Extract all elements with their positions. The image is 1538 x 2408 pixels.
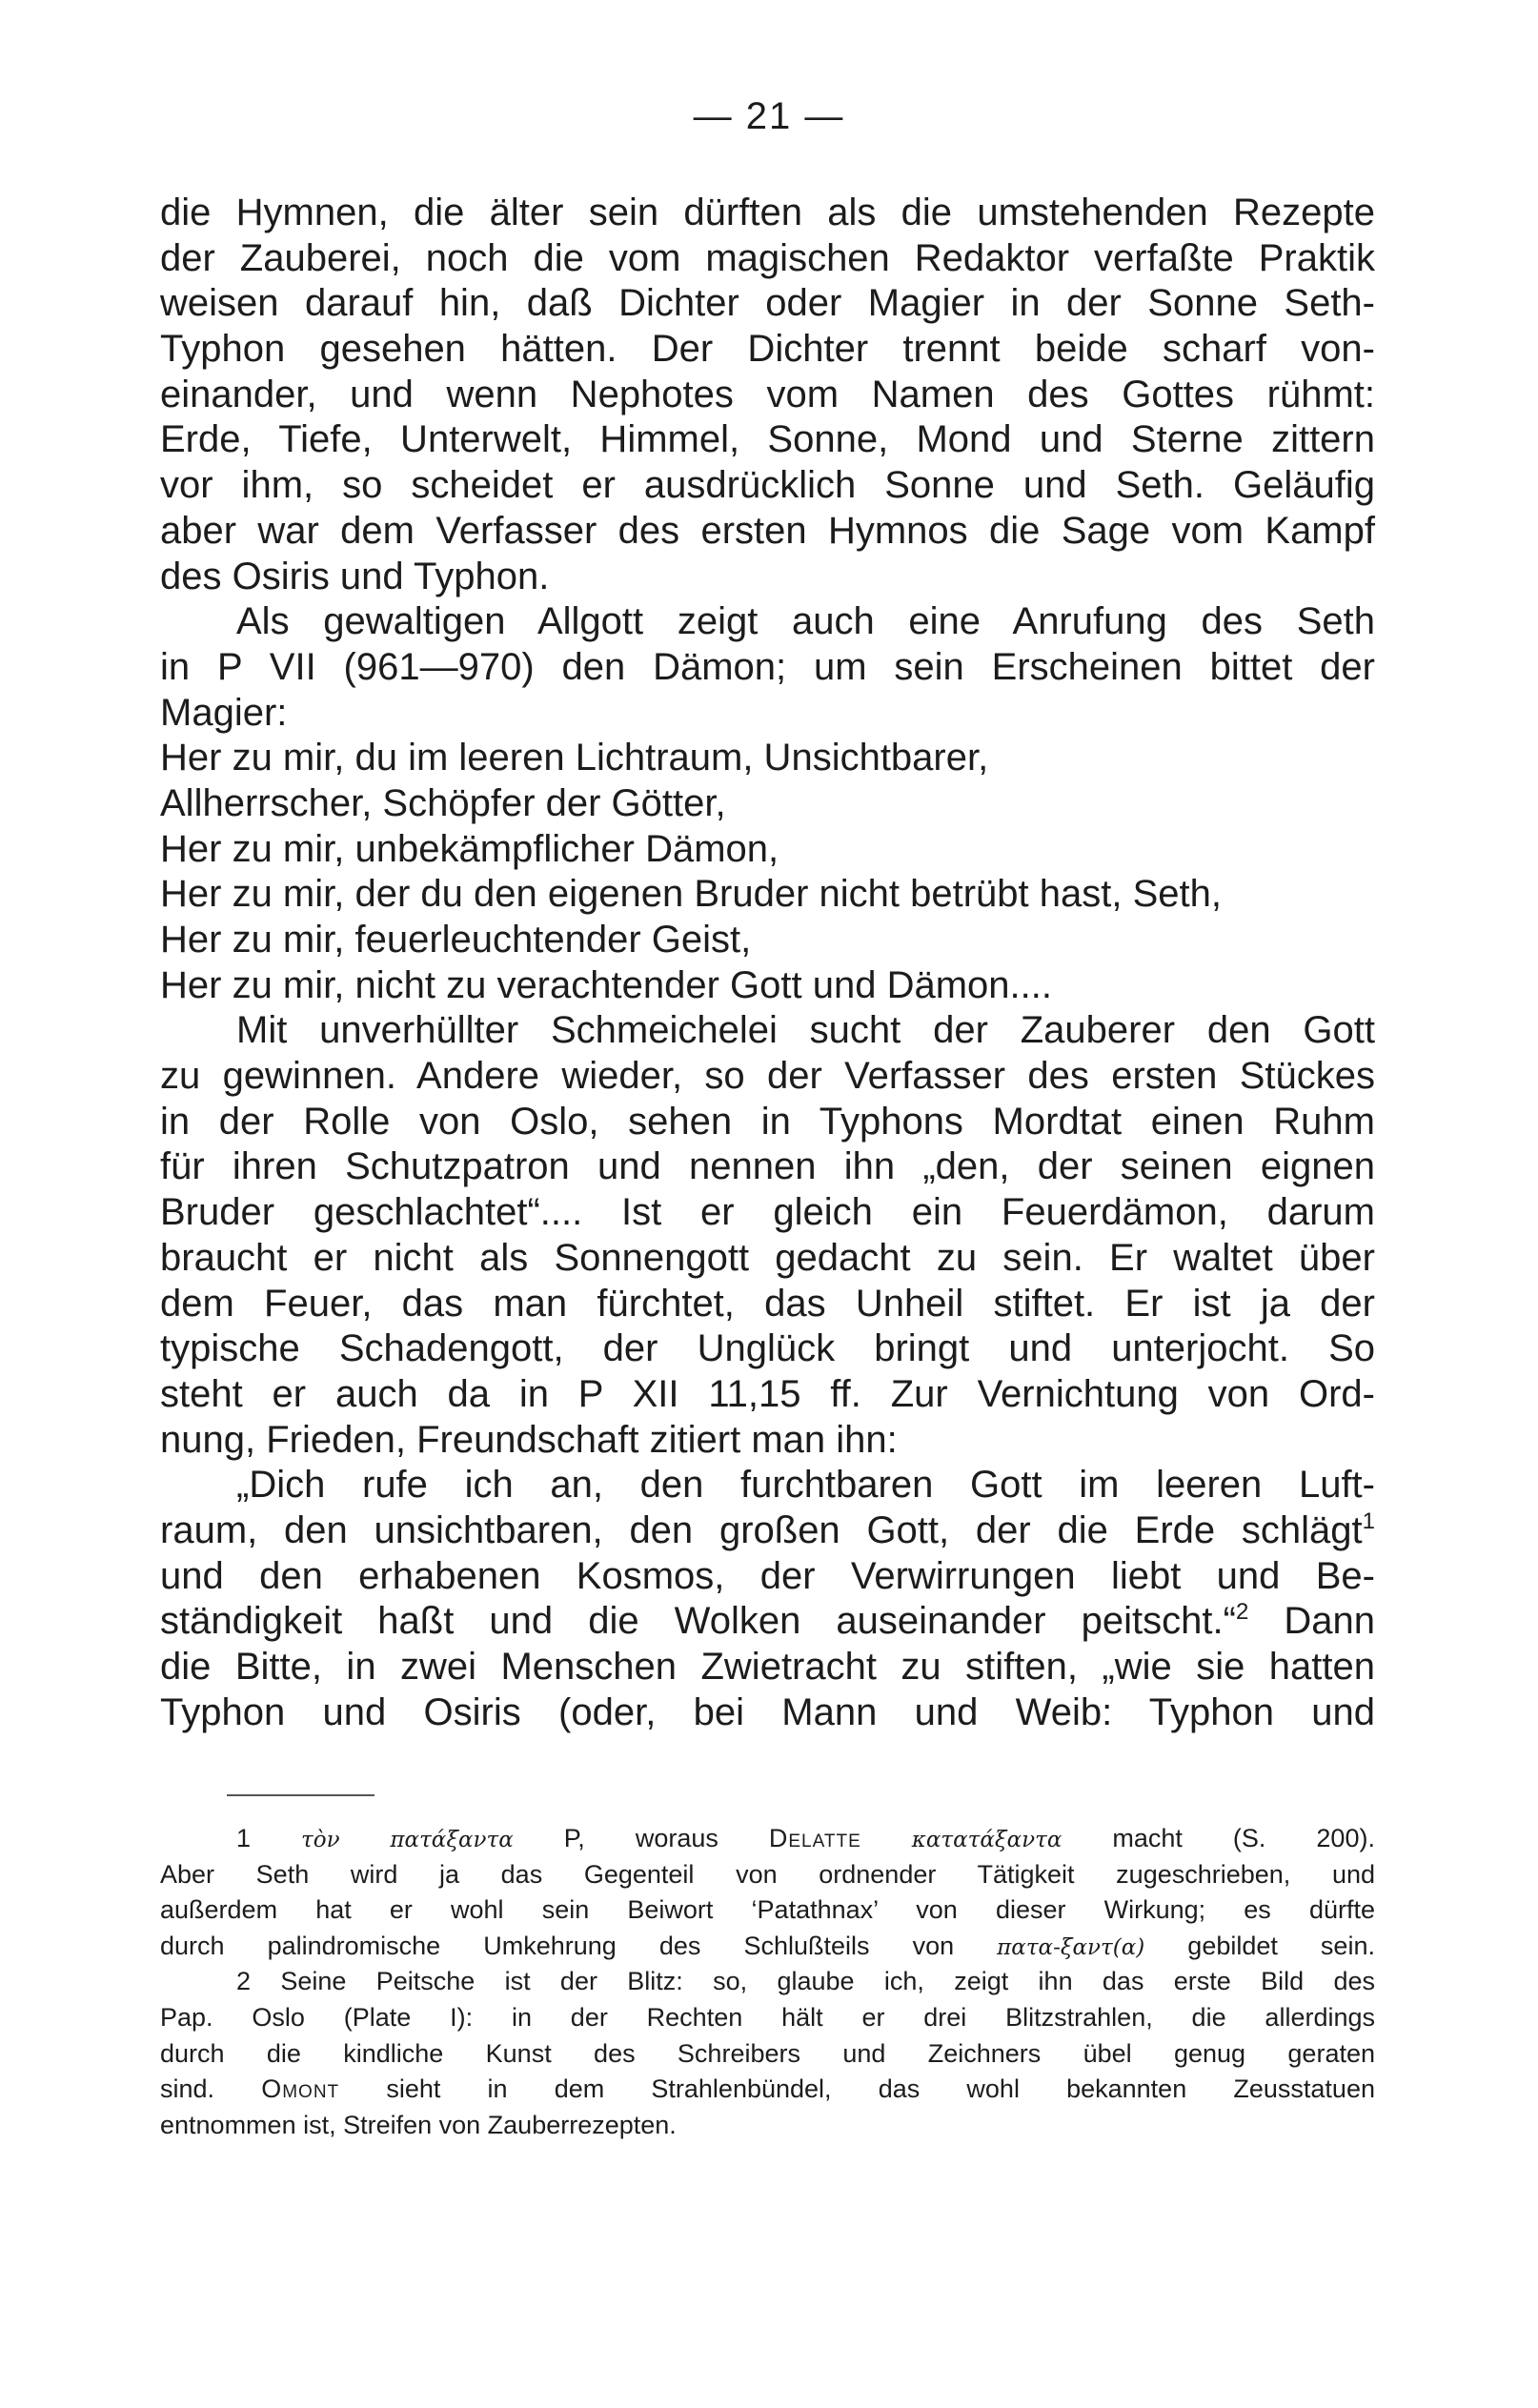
footnote-line: durch die kindliche Kunst des Schreibers und Zeichners übel genug geraten bbox=[160, 2038, 1375, 2068]
footnote-line bbox=[160, 1821, 1375, 1857]
text-segment: sind. bbox=[160, 2074, 215, 2104]
text-segment: macht (S. 200). bbox=[1112, 1824, 1375, 1852]
author-name: Omont bbox=[261, 2074, 340, 2104]
text-line: in P VII (961—970) den Dämon; um sein Erscheinen bittet der bbox=[160, 645, 1375, 688]
text-segment: sieht in dem Strahlenbündel, das wohl bekannten Zeusstatuen bbox=[386, 2074, 1375, 2104]
text-line: die Bitte, in zwei Menschen Zwietracht zu stiften, „wie sie hatten bbox=[160, 1646, 1375, 1688]
text-line: braucht er nicht als Sonnengott gedacht zu sein. Er waltet über bbox=[160, 1236, 1375, 1279]
main-text bbox=[160, 191, 1375, 1735]
text-line: Erde, Tiefe, Unterwelt, Himmel, Sonne, Mond und Sterne zittern bbox=[160, 418, 1375, 461]
footnote-line: entnommen ist, Streifen von Zauberrezepten. bbox=[160, 2110, 677, 2139]
page-number: — 21 — bbox=[693, 95, 845, 137]
verse-line: Her zu mir, nicht zu verachtender Gott und Dämon.... bbox=[160, 963, 1052, 1006]
text-line: und den erhabenen Kosmos, der Verwirrungen liebt und Be- bbox=[160, 1554, 1375, 1597]
verse-line: Her zu mir, feuerleuchtender Geist, bbox=[160, 919, 752, 961]
footnotes bbox=[160, 1821, 1375, 2143]
text-line: zu gewinnen. Andere wieder, so der Verfasser des ersten Stückes bbox=[160, 1055, 1375, 1098]
text-line: Magier: bbox=[160, 691, 288, 734]
text-line: die Hymnen, die älter sein dürften als die umstehenden Rezepte bbox=[160, 192, 1375, 233]
text-line: Als gewaltigen Allgott zeigt auch eine Anrufung des Seth bbox=[236, 600, 1375, 643]
footnote-line: 2 Seine Peitsche ist der Blitz: so, glaube ich, zeigt ihn das erste Bild des bbox=[236, 1967, 1375, 1996]
text-line: der Zauberei, noch die vom magischen Redaktor verfaßte Praktik bbox=[160, 236, 1375, 279]
footnote-divider bbox=[227, 1794, 374, 1796]
text-segment: raum, den unsichtbaren, den großen Gott, der die Erde schlägt bbox=[160, 1508, 1363, 1551]
text-line: vor ihm, so scheidet er ausdrücklich Sonne und Seth. Geläufig bbox=[160, 464, 1375, 507]
footnote-line bbox=[160, 2072, 1375, 2108]
text-line: weisen darauf hin, daß Dichter oder Magier in der Sonne Seth- bbox=[160, 282, 1375, 325]
text-line: für ihren Schutzpatron und nennen ihn „den, der seinen eignen bbox=[160, 1145, 1375, 1188]
text-line: Typhon gesehen hätten. Der Dichter trennt beide scharf von- bbox=[160, 328, 1375, 371]
footnote-line: außerdem hat er wohl sein Beiwort ‘Patathnax’ von dieser Wirkung; es dürfte bbox=[160, 1895, 1375, 1925]
text-line: des Osiris und Typhon. bbox=[160, 555, 550, 597]
text-line: Bruder geschlachtet“.... Ist er gleich ein Feuerdämon, darum bbox=[160, 1191, 1375, 1234]
greek-text: πατα-ξαντ(α) bbox=[997, 1934, 1145, 1960]
text-segment: ständigkeit haßt und die Wolken auseinander peitscht.“ bbox=[160, 1600, 1236, 1643]
footnote-marker: 1 bbox=[1362, 1508, 1375, 1534]
verse-line: Her zu mir, du im leeren Lichtraum, Unsichtbarer, bbox=[160, 737, 989, 779]
author-name: Delatte bbox=[768, 1824, 861, 1852]
footnote-line bbox=[160, 1929, 1375, 1965]
verse-line: Allherrscher, Schöpfer der Götter, bbox=[160, 781, 726, 824]
verse-line: Her zu mir, der du den eigenen Bruder nicht betrübt hast, Seth, bbox=[160, 873, 1222, 916]
text-line: einander, und wenn Nephotes vom Namen des Gottes rühmt: bbox=[160, 373, 1375, 415]
footnote-marker: 2 bbox=[1235, 1599, 1249, 1626]
text-line: aber war dem Verfasser des ersten Hymnos die Sage vom Kampf bbox=[160, 509, 1375, 552]
text-line: in der Rolle von Oslo, sehen in Typhons Mordtat einen Ruhm bbox=[160, 1100, 1375, 1143]
text-line: typische Schadengott, der Unglück bringt und unterjocht. So bbox=[160, 1327, 1375, 1370]
greek-text: κατατάξαντα bbox=[911, 1828, 1062, 1852]
verse-line: Her zu mir, unbekämpflicher Dämon, bbox=[160, 827, 779, 870]
text-line: nung, Frieden, Freundschaft zitiert man ihn: bbox=[160, 1418, 898, 1461]
text-line bbox=[160, 1599, 1375, 1645]
text-segment: durch palindromische Umkehrung des Schlußteils von bbox=[160, 1931, 955, 1960]
text-line: steht er auch da in P XII 11,15 ff. Zur Vernichtung von Ord- bbox=[160, 1372, 1375, 1415]
text-segment: Dann bbox=[1284, 1600, 1375, 1643]
footnote-line: Pap. Oslo (Plate I): in der Rechten hält er drei Blitzstrahlen, die allerdings bbox=[160, 2002, 1375, 2032]
text-line bbox=[160, 1508, 1375, 1554]
text-line: dem Feuer, das man fürchtet, das Unheil stiftet. Er ist ja der bbox=[160, 1282, 1375, 1325]
text-segment: P, woraus bbox=[563, 1824, 718, 1852]
text-line: „Dich rufe ich an, den furchtbaren Gott im leeren Luft- bbox=[236, 1464, 1375, 1507]
greek-text: τὸν πατάξαντα bbox=[301, 1828, 514, 1852]
text-line: Mit unverhüllter Schmeichelei sucht der Zauberer den Gott bbox=[236, 1009, 1375, 1052]
text-line: Typhon und Osiris (oder, bei Mann und Weib: Typhon und bbox=[160, 1690, 1375, 1733]
text-segment: gebildet sein. bbox=[1187, 1931, 1375, 1960]
footnote-line: Aber Seth wird ja das Gegenteil von ordnender Tätigkeit zugeschrieben, und bbox=[160, 1859, 1375, 1889]
footnote-number: 1 bbox=[236, 1824, 252, 1852]
